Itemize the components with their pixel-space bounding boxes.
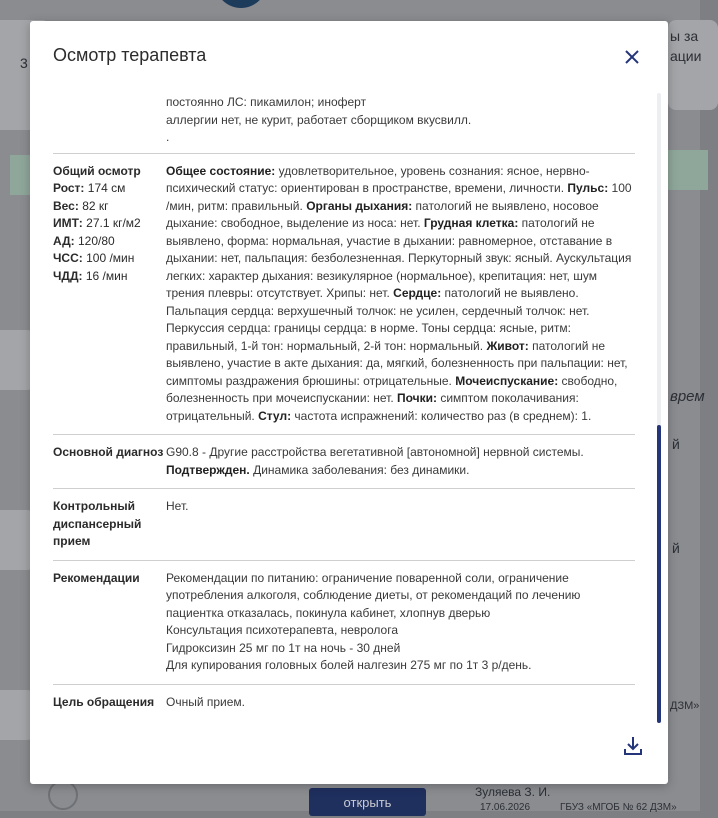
bg-org: ГБУЗ «МГОБ № 62 ДЗМ» [560, 802, 677, 813]
exam-section-text: патологий не выявлено, участие в акте дыхания: да, мягкий, болезненность при пальпации: нет, симптомы раздражения брюшины: отрицательные. [166, 338, 628, 388]
general-exam-label: Общий осмотр [53, 163, 141, 178]
vital-value: 174 см [87, 181, 126, 195]
exam-section-text: свободно, болезненность при мочеиспускании: нет. [166, 373, 618, 405]
general-exam-text [166, 163, 635, 426]
vital-value: 27.1 кг/м2 [86, 216, 141, 230]
recommendation-line: Гидроксизин 25 мг по 1т на ночь - 30 дней [166, 640, 401, 655]
vital-key: ЧСС: [53, 251, 83, 265]
diagnosis-status: Подтвержден. [166, 462, 250, 477]
purpose-row [53, 685, 635, 721]
purpose-label: Цель обращения [53, 694, 155, 709]
general-exam-row [53, 154, 635, 436]
vital-key: АД: [53, 233, 75, 248]
diagnosis-dynamics: Динамика заболевания: без динамики. [249, 462, 470, 477]
bg-stripe [10, 155, 32, 195]
bg-text: ации [670, 48, 702, 64]
exam-section-heading: Живот: [486, 338, 529, 353]
exam-section-heading: Мочеиспускание: [455, 373, 559, 388]
vital-item [53, 198, 166, 216]
exam-section-heading: Грудная клетка: [423, 216, 519, 230]
diagnosis-row [53, 435, 635, 489]
intro-line: . [166, 130, 170, 144]
bg-date: 17.06.2026 [480, 802, 531, 813]
followup-row [53, 489, 635, 561]
diagnosis-text: G90.8 - Другие расстройства вегетативной [автономной] нервной системы. [166, 445, 584, 459]
vitals-block [53, 163, 166, 426]
download-icon[interactable] [623, 735, 643, 757]
vital-value: 100 /мин [86, 251, 135, 265]
recommendations-row [53, 561, 635, 685]
bg-name: Зуляева З. И. [475, 785, 551, 799]
exam-section-heading: Почки: [397, 391, 438, 405]
exam-section-text: 100 /мин, ритм: правильный. [166, 181, 632, 213]
top-avatar [215, 0, 267, 8]
purpose-value: Очный прием. [166, 694, 246, 709]
vital-key: Вес: [53, 198, 79, 213]
vital-value: 82 кг [82, 198, 109, 213]
bg-text: й [672, 540, 680, 556]
bg-text: ДЗМ» [670, 700, 700, 712]
vital-item [53, 250, 166, 268]
vital-value: 16 /мин [85, 268, 128, 283]
plus-circle-icon[interactable] [48, 780, 78, 810]
exam-section-heading: Пульс: [567, 181, 609, 195]
exam-section-heading: Общее состояние: [166, 163, 276, 178]
exam-section-heading: Органы дыхания: [306, 198, 413, 213]
exam-section-text: симптом поколачивания: отрицательный. [166, 391, 579, 423]
exam-section-heading: Сердце: [393, 286, 442, 300]
recommendation-line: Для купирования головных болей налгезин 275 мг по 1т 3 р/день. [166, 658, 532, 672]
open-button[interactable]: открыть [309, 788, 426, 816]
intro-line: постоянно ЛС: пикамилон; иноферт [166, 95, 367, 109]
intro-row [53, 93, 635, 154]
vital-value: 120/80 [78, 233, 115, 248]
close-icon[interactable] [622, 47, 642, 67]
recommendation-line: Консультация психотерапевта, невролога [166, 623, 398, 637]
vital-item [53, 233, 166, 251]
bg-text: врем [670, 388, 705, 405]
diagnosis-label: Основной диагноз [53, 445, 164, 459]
vital-key: ИМТ: [53, 216, 83, 230]
exam-section-text: частота испражнений: количество раз (в среднем): 1. [291, 408, 592, 423]
scrollbar-thumb[interactable] [657, 425, 661, 723]
exam-section-heading: Стул: [258, 408, 292, 423]
vital-item [53, 215, 166, 233]
modal-title: Осмотр терапевта [53, 45, 207, 65]
vital-item [53, 180, 166, 198]
exam-section-text: удовлетворительное, уровень сознания: ясное, нервно-психический статус: ориентирован в пространстве, времени, личности. [166, 163, 590, 195]
vital-key: ЧДД: [53, 268, 83, 283]
exam-modal [30, 21, 668, 784]
exam-section-text: патологий не выявлено, форма: нормальная, участие в дыхании: равномерное, отставание в дыхании: нет, пальпация: безболезненная. Перкуторный звук: ясный. Аускультация легких: характер дыхания: везикулярное (нормальное), крепитация: нет, шум трения плевры: отсутствует. Хрипы: нет. [166, 216, 632, 300]
vital-key: Рост: [53, 181, 85, 195]
exam-section-text: патологий не выявлено, носовое дыхание: свободное, выделение из носа: нет. [166, 198, 599, 230]
recommendation-line: Рекомендации по питанию: ограничение поваренной соли, ограничение употребления алкоголя, соблюдение диеты, от рекомендаций по лечению пациентка отказалась, покинула кабинет, хлопнув дверью [166, 570, 581, 620]
intro-line: аллергии нет, не курит, работает сборщиком вкусвилл. [166, 112, 472, 127]
followup-label: Контрольный диспансерный прием [53, 499, 142, 548]
followup-value: Нет. [166, 499, 189, 513]
bg-text: й [672, 436, 680, 452]
bg-stripe [668, 150, 708, 190]
exam-section-text: патологий не выявлено. Пальпация сердца: верхушечный толчок: не усилен, сердечный толчок: нет. Перкуссия сердца: границы сердца: в норме. Тоны сердца: ясные, ритм: правильный, 1-й тон: нормальный, 2-й тон: нормальный. [166, 286, 590, 353]
recommendations-label: Рекомендации [53, 570, 140, 585]
bg-digit: 3 [20, 55, 28, 71]
modal-content[interactable] [53, 93, 635, 723]
bg-text: ы за [670, 28, 699, 44]
vital-item [53, 268, 166, 286]
